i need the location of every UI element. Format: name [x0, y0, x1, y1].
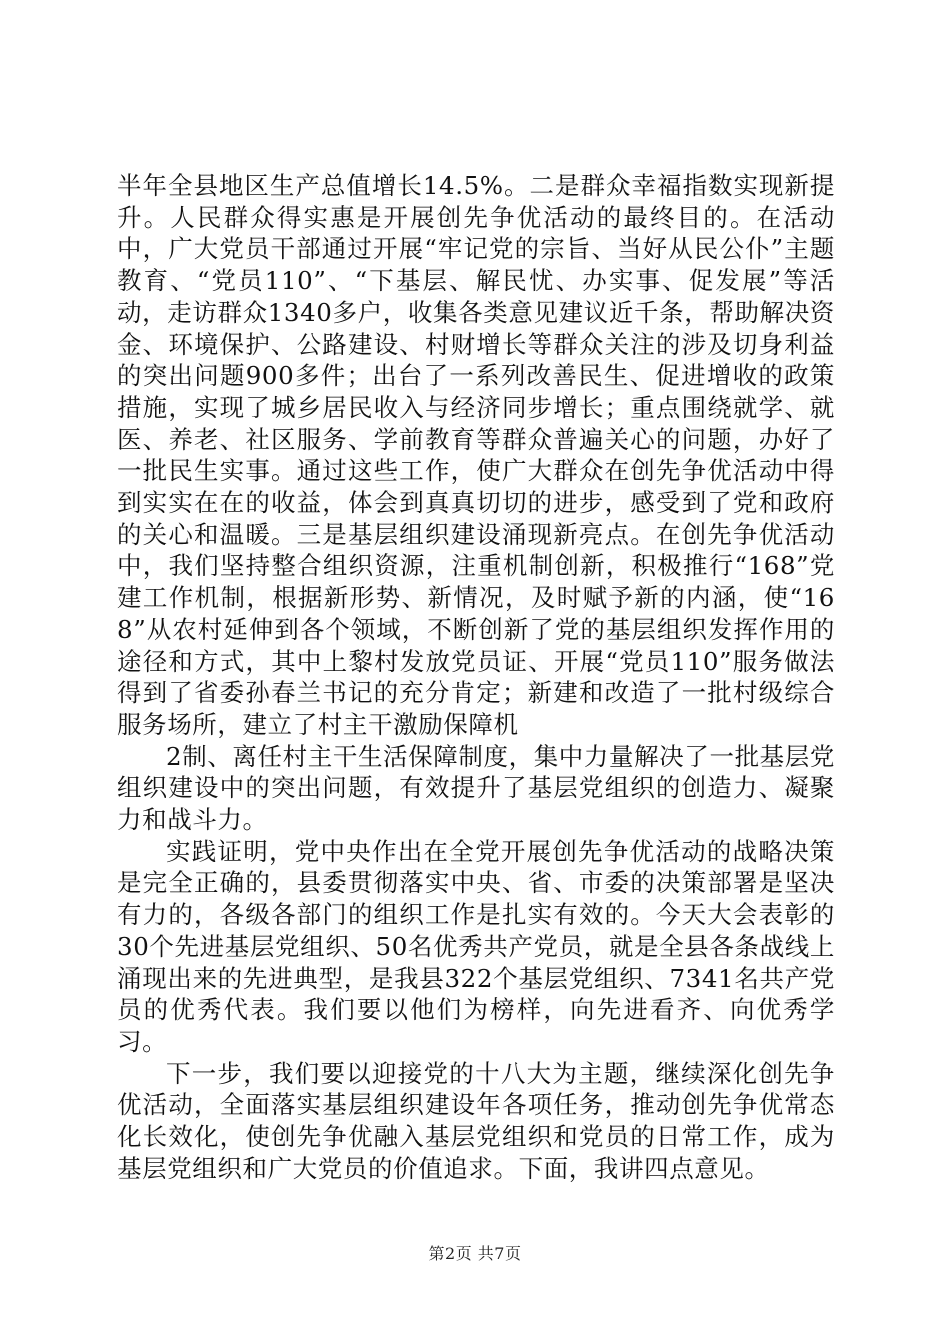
paragraph-3: 实践证明，党中央作出在全党开展创先争优活动的战略决策是完全正确的，县委贯彻落实中央、省、市委的决策部署是坚决有力的，各级各部门的组织工作是扎实有效的。今天大会表彰的30个先进基层党组织、50名优秀共产党员，就是全县各条战线上涌现出来的先进典型，是我县322个基层党组织、7341名共产党员的优秀代表。我们要以他们为榜样，向先进看齐、向优秀学习。 — [117, 836, 835, 1056]
paragraph-continuation: 半年全县地区生产总值增长14.5%。二是群众幸福指数实现新提升。人民群众得实惠是开展创先争优活动的最终目的。在活动中，广大党员干部通过开展“牢记党的宗旨、当好从民公仆”主题教育、“党员110”、“下基层、解民忧、办实事、促发展”等活动，走访群众1340多户，收集各类意见建议近千条，帮助解决资金、环境保护、公路建设、村财增长等群众关注的涉及切身利益的突出问题900多件；出台了一系列改善民生、促进增收的政策措施，实现了城乡居民收入与经济同步增长；重点围绕就学、就医、养老、社区服务、学前教育等群众普遍关心的问题，办好了一批民生实事。通过这些工作，使广大群众在创先争优活动中得到实实在在的收益，体会到真真切切的进步，感受到了党和政府的关心和温暖。三是基层组织建设涌现新亮点。在创先争优活动中，我们坚持整合组织资源，注重机制创新，积极推行“168”党建工作机制，根据新形势、新情况，及时赋予新的内涵，使“168”从农村延伸到各个领域，不断创新了党的基层组织发挥作用的途径和方式，其中上黎村发放党员证、开展“党员110”服务做法得到了省委孙春兰书记的充分肯定；新建和改造了一批村级综合服务场所，建立了村主干激励保障机 — [117, 171, 835, 739]
paragraph-2: 2制、离任村主干生活保障制度，集中力量解决了一批基层党组织建设中的突出问题，有效提升了基层党组织的创造力、凝聚力和战斗力。 — [117, 741, 835, 835]
document-body — [117, 170, 835, 1185]
page-number-footer: 第2页 共7页 — [428, 1244, 522, 1263]
paragraph-4: 下一步，我们要以迎接党的十八大为主题，继续深化创先争优活动，全面落实基层组织建设年各项任务，推动创先争优常态化长效化，使创先争优融入基层党组织和党员的日常工作，成为基层党组织和广大党员的价值追求。下面，我讲四点意见。 — [117, 1058, 835, 1183]
